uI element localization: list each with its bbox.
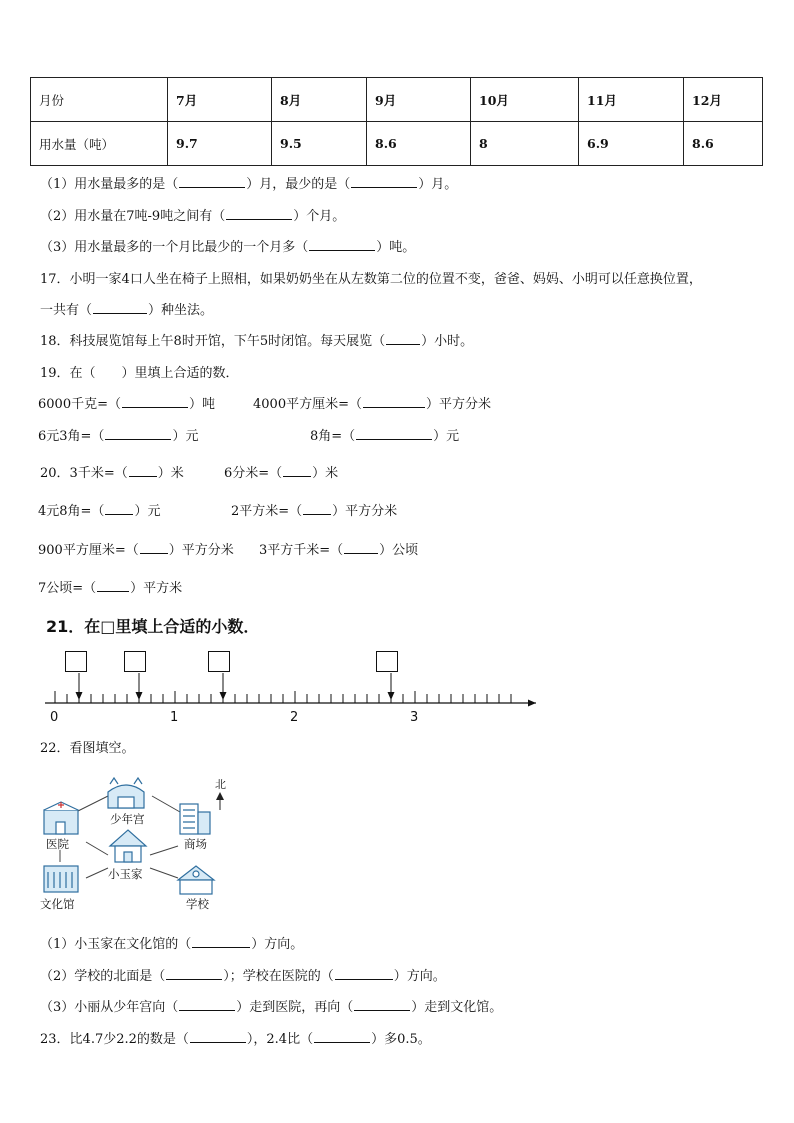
water-usage-table [30,77,763,166]
table-cell: 9月 [367,78,471,122]
q23: 23．比4.7少2.2的数是（ ），2.4比（ ）多0.5。 [40,1032,431,1047]
answer-blank[interactable] [129,464,157,477]
answer-blank[interactable] [363,395,425,408]
cultural-center-icon [44,866,78,892]
answer-blank[interactable] [356,427,432,440]
q20-item7: 7公顷=（ ）平方米 [38,581,183,596]
answer-blank[interactable] [97,579,129,592]
table-row [31,78,763,122]
q19-item4: 8角=（ ）元 [310,429,460,444]
number-line-label: 1 [170,710,179,725]
place-label: 少年宫 [110,812,145,826]
answer-blank[interactable] [335,967,393,980]
answer-blank[interactable] [179,998,235,1011]
q20-item5: 900平方厘米=（ ）平方分米 [38,543,234,558]
answer-blank[interactable] [314,1030,370,1043]
table-cell: 7月 [168,78,272,122]
q19-item3: 6元3角=（ ）元 [38,429,199,444]
map-link [76,796,108,812]
q19-item2: 4000平方厘米=（ ）平方分米 [253,397,491,412]
place-label: 医院 [46,837,69,851]
table-cell: 8月 [272,78,367,122]
answer-blank[interactable] [354,998,410,1011]
table-cell: 8.6 [367,122,471,166]
answer-blank[interactable] [93,301,147,314]
q19-item1: 6000千克=（ ）吨 [38,397,215,412]
number-line-pointer-arrow [220,692,227,700]
answer-blank[interactable] [386,332,420,345]
table-cell: 9.7 [168,122,272,166]
answer-blank[interactable] [122,395,188,408]
answer-blank[interactable] [190,1030,246,1043]
place-label: 小玉家 [108,867,143,881]
answer-blank[interactable] [140,541,168,554]
number-line-pointer-arrow [76,692,83,700]
place-label: 学校 [186,897,209,911]
answer-blank[interactable] [105,502,133,515]
number-line-label: 3 [410,710,419,725]
north-arrow-icon [216,792,224,810]
answer-box[interactable] [65,651,87,672]
school-icon [178,866,214,894]
hospital-icon [44,802,78,834]
table-cell: 8.6 [684,122,763,166]
q21-title: 21．在□里填上合适的小数． [46,617,260,636]
answer-blank[interactable] [309,238,375,251]
q17-line2: 一共有（ ）种坐法。 [40,303,214,318]
q20-item3: 4元8角=（ ）元 [38,504,161,519]
q18: 18．科技展览馆每上午8时开馆，下午5时闭馆。每天展览（ ）小时。 [40,334,474,349]
answer-blank[interactable] [351,175,417,188]
q22-title: 22．看图填空。 [40,741,135,756]
q16-part1: （1）用水量最多的是（ ）月，最少的是（ ）月。 [40,177,458,192]
answer-blank[interactable] [303,502,331,515]
number-line-arrowhead [528,700,536,707]
map-link [150,846,178,855]
answer-blank[interactable] [179,175,245,188]
answer-blank[interactable] [344,541,378,554]
map-link [86,842,108,855]
table-cell: 9.5 [272,122,367,166]
map-link [150,868,178,878]
q20-item6: 3平方千米=（ ）公顷 [259,543,419,558]
q20-item4: 2平方米=（ ）平方分米 [231,504,398,519]
number-line-label: 2 [290,710,299,725]
mall-icon [180,804,210,834]
xiaoyu-home-icon [110,830,146,862]
q20-item2: 6分米=（ ）米 [224,466,339,481]
place-label: 文化馆 [40,897,75,911]
q22-part3: （3）小丽从少年宫向（ ）走到医院，再向（ ）走到文化馆。 [40,1000,503,1015]
number-line-label: 0 [50,710,59,725]
q19-title: 19．在（ ）里填上合适的数． [40,366,239,381]
table-cell: 6.9 [579,122,684,166]
number-line-pointer-arrow [136,692,143,700]
north-label: 北 [215,778,226,791]
q20-item1: 20．3千米=（ ）米 [40,466,184,481]
answer-blank[interactable] [192,935,250,948]
answer-blank[interactable] [105,427,171,440]
table-cell: 10月 [471,78,579,122]
number-line-pointer-arrow [388,692,395,700]
answer-blank[interactable] [226,207,292,220]
answer-box[interactable] [208,651,230,672]
table-cell: 12月 [684,78,763,122]
q17-line1: 17．小明一家4口人坐在椅子上照相，如果奶奶坐在从左数第二位的位置不变，爸爸、妈妈、小明可以任意换位置， [40,272,702,287]
table-cell: 11月 [579,78,684,122]
answer-blank[interactable] [166,967,222,980]
table-cell: 8 [471,122,579,166]
answer-box[interactable] [376,651,398,672]
answer-box[interactable] [124,651,146,672]
q16-part3: （3）用水量最多的一个月比最少的一个月多（ ）吨。 [40,240,416,255]
map-link [86,868,108,878]
table-cell: 用水量（吨） [31,122,168,166]
table-cell: 月份 [31,78,168,122]
answer-blank[interactable] [283,464,311,477]
q22-part1: （1）小玉家在文化馆的（ ）方向。 [40,937,304,952]
table-row [31,122,763,166]
map-link [152,796,180,812]
q16-part2: （2）用水量在7吨-9吨之间有（ ）个月。 [40,209,346,224]
youth-palace-icon [108,778,144,808]
q22-part2: （2）学校的北面是（ ）；学校在医院的（ ）方向。 [40,969,446,984]
place-label: 商场 [184,837,207,851]
